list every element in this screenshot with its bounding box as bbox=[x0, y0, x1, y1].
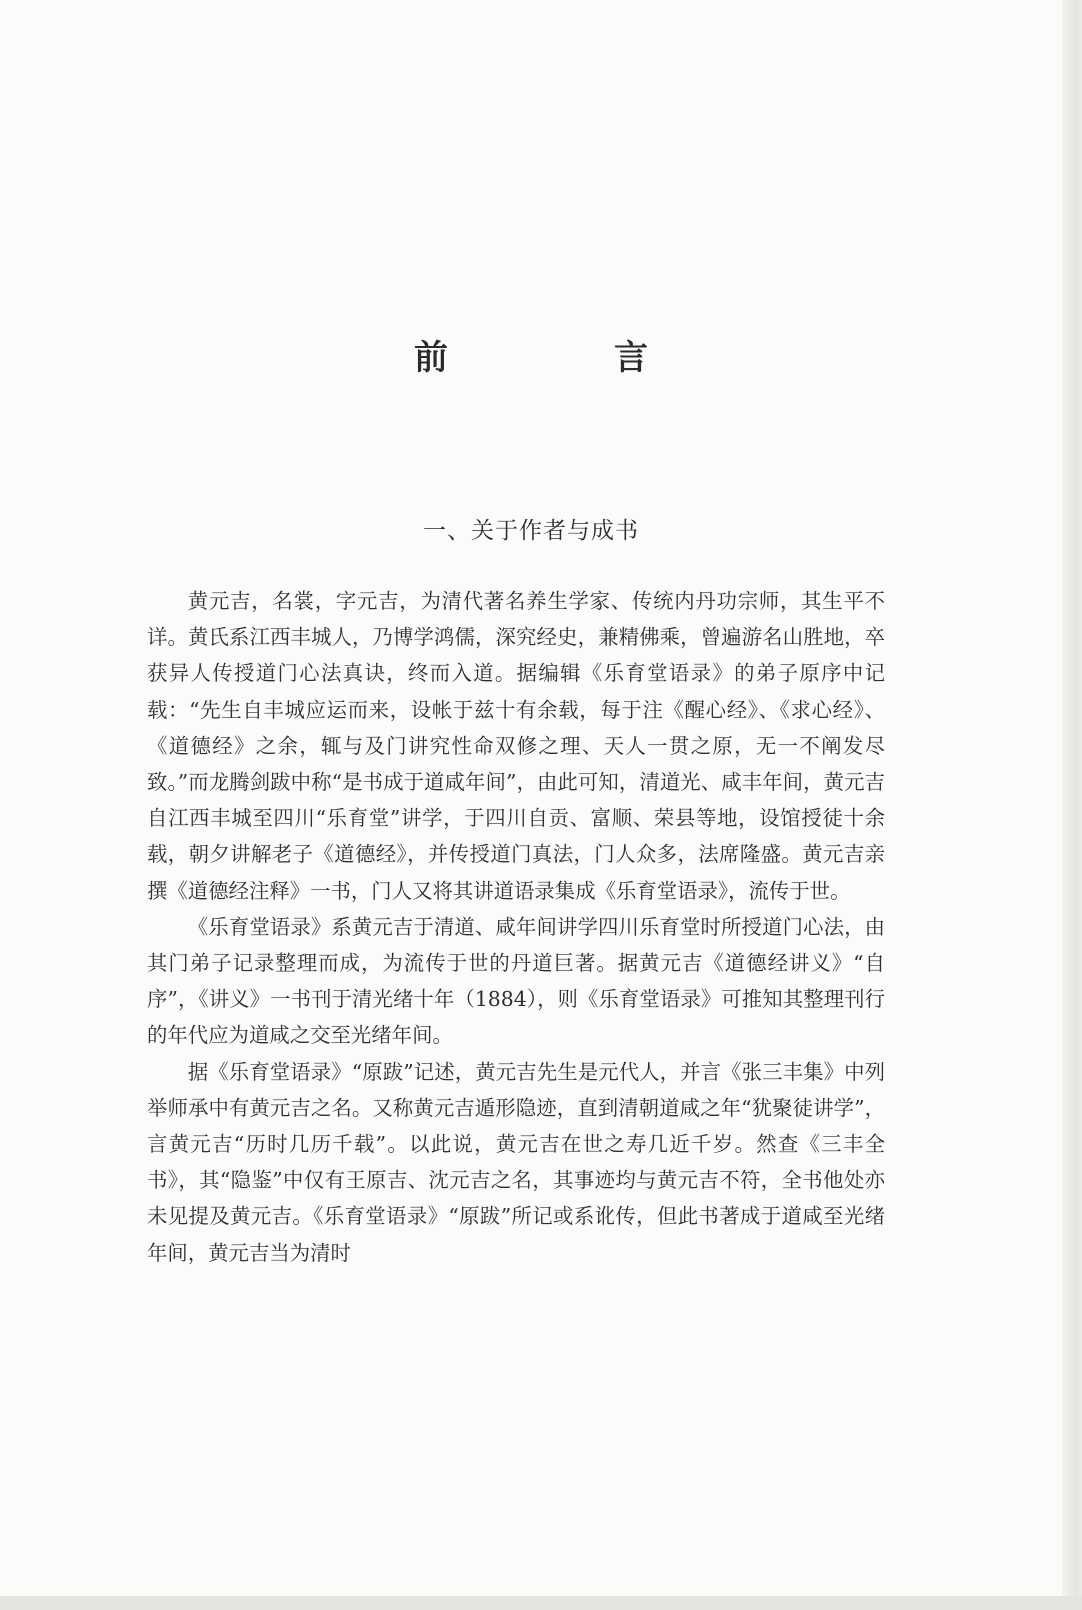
paragraph-2: 《乐育堂语录》系黄元吉于清道、咸年间讲学四川乐育堂时所授道门心法，由其门弟子记录整理而成，为流传于世的丹道巨著。据黄元吉《道德经讲义》“自序”，《讲义》一书刊于清光绪十年（1884），则《乐育堂语录》可推知其整理刊行的年代应为道咸之交至光绪年间。 bbox=[147, 914, 885, 1048]
page-edge-shadow bbox=[1062, 0, 1078, 1610]
page-bottom-edge bbox=[0, 1596, 1082, 1610]
paragraph-3: 据《乐育堂语录》“原跋”记述，黄元吉先生是元代人，并言《张三丰集》中列举师承中有黄元吉之名。又称黄元吉遁形隐迹，直到清朝道咸之年“犹聚徒讲学”，言黄元吉“历时几历千载”。以此说，黄元吉在世之寿几近千岁。然查《三丰全书》，其“隐鉴”中仅有王原吉、沈元吉之名，其事迹均与黄元吉不符，全书他处亦未见提及黄元吉。《乐育堂语录》“原跋”所记或系讹传，但此书著成于道咸至光绪年间，黄元吉当为清时 bbox=[147, 1059, 885, 1265]
paragraph-1: 黄元吉，名裳，字元吉，为清代著名养生学家、传统内丹功宗师，其生平不详。黄氏系江西丰城人，乃博学鸿儒，深究经史，兼精佛乘，曾遍游名山胜地，卒获异人传授道门心法真诀，终而入道。据编辑《乐育堂语录》的弟子原序中记载：“先生自丰城应运而来，设帐于兹十有余载，每于注《醒心经》、《求心经》、《道德经》之余，辄与及门讲究性命双修之理、天人一贯之原，无一不阐发尽致。”而龙腾剑跋中称“是书成于道咸年间”，由此可知，清道光、咸丰年间，黄元吉自江西丰城至四川“乐育堂”讲学，于四川自贡、富顺、荣县等地，设馆授徒十余载，朝夕讲解老子《道德经》，并传授道门真法，门人众多，法席隆盛。黄元吉亲撰《道德经注释》一书，门人又将其讲道语录集成《乐育堂语录》，流传于世。 bbox=[147, 589, 885, 903]
page-title: 前 言 bbox=[414, 338, 714, 378]
section-heading: 一、关于作者与成书 bbox=[423, 518, 639, 544]
body-text bbox=[147, 583, 885, 1271]
